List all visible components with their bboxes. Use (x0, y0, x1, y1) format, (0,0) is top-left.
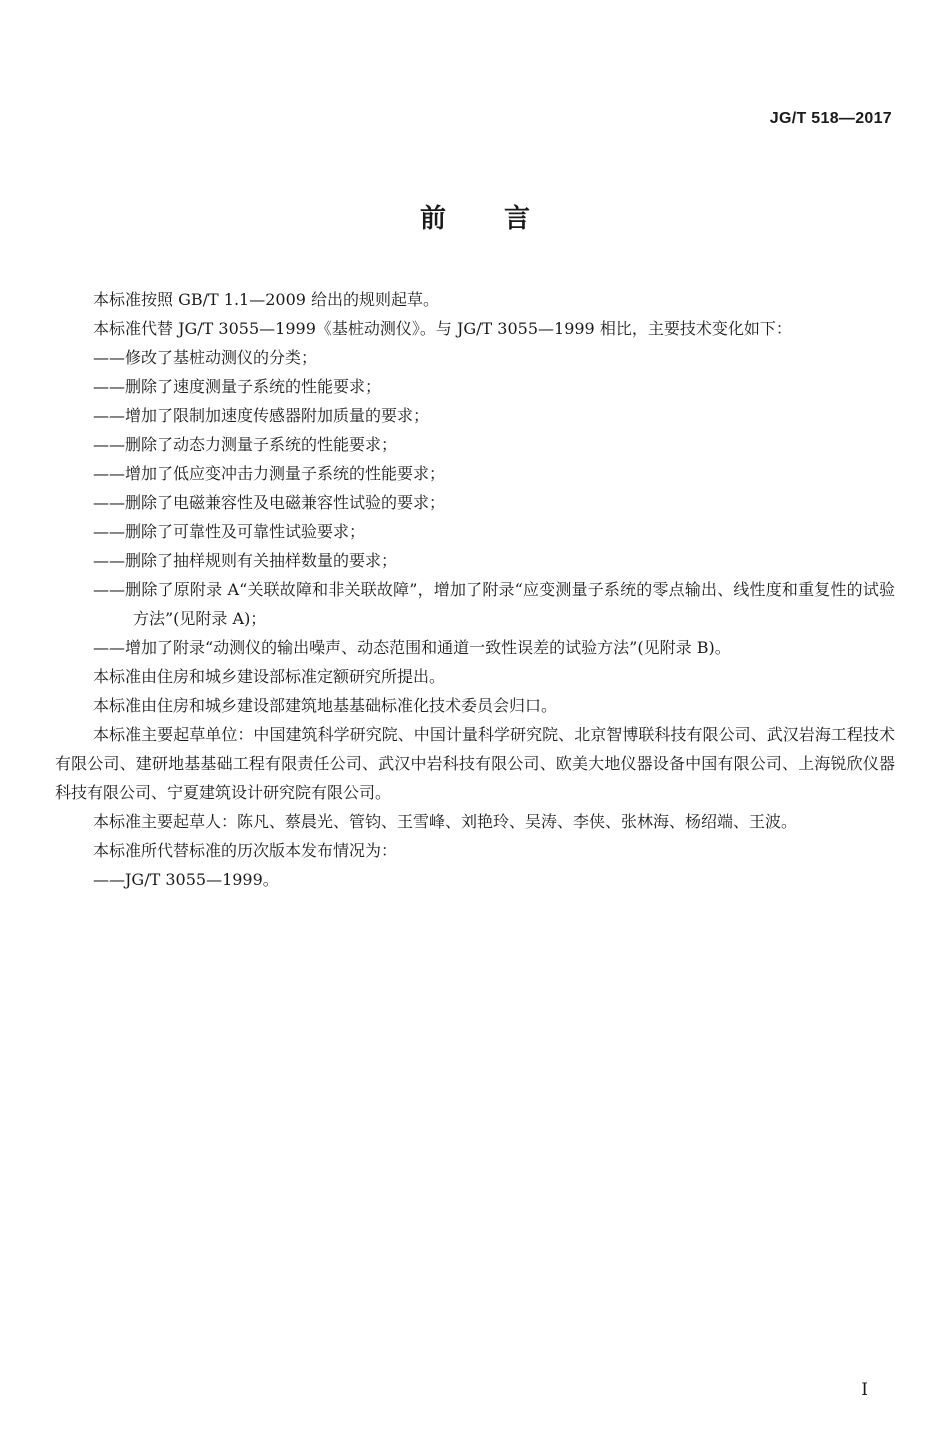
list-item: ——增加了附录“动测仪的输出噪声、动态范围和通道一致性误差的试验方法”(见附录 B)。 (93, 638, 731, 657)
list-item: ——删除了抽样规则有关抽样数量的要求； (93, 551, 398, 570)
page-title: 前言 (419, 204, 588, 234)
list-item: ——删除了动态力测量子系统的性能要求； (93, 435, 398, 454)
paragraph-committee: 本标准由住房和城乡建设部建筑地基基础标准化技术委员会归口。 (93, 696, 558, 715)
list-item: ——修改了基桩动测仪的分类； (93, 348, 318, 367)
list-item: ——删除了电磁兼容性及电磁兼容性试验的要求； (93, 493, 446, 512)
list-item: ——删除了原附录 A“关联故障和非关联故障”，增加了附录“应变测量子系统的零点输出、线性度和重复性的试验方法”(见附录 A)； (93, 580, 895, 628)
standard-code: JG/T 518—2017 (769, 110, 892, 127)
paragraph-replacement: 本标准代替 JG/T 3055—1999《基桩动测仪》。与 JG/T 3055—1999 相比，主要技术变化如下： (93, 319, 792, 338)
paragraph-drafting-rules: 本标准按照 GB/T 1.1—2009 给出的规则起草。 (93, 290, 440, 309)
list-item: ——JG/T 3055—1999。 (93, 870, 279, 889)
paragraph-drafters: 本标准主要起草人：陈凡、蔡晨光、管钧、王雪峰、刘艳玲、吴涛、李侠、张林海、杨绍端、王波。 (93, 812, 798, 831)
paragraph-drafting-units: 本标准主要起草单位：中国建筑科学研究院、中国计量科学研究院、北京智博联科技有限公司、武汉岩海工程技术有限公司、建研地基基础工程有限责任公司、武汉中岩科技有限公司、欧美大地仪器设备中国有限公司、上海锐欣仪器科技有限公司、宁夏建筑设计研究院有限公司。 (55, 725, 895, 802)
page-number: I (861, 1380, 868, 1400)
list-item: ——增加了限制加速度传感器附加质量的要求； (93, 406, 430, 425)
list-item: ——删除了速度测量子系统的性能要求； (93, 377, 382, 396)
paragraph-proposer: 本标准由住房和城乡建设部标准定额研究所提出。 (93, 667, 446, 686)
list-item: ——删除了可靠性及可靠性试验要求； (93, 522, 366, 541)
foreword-body (55, 285, 895, 894)
paragraph-history: 本标准所代替标准的历次版本发布情况为： (93, 841, 398, 860)
list-item: ——增加了低应变冲击力测量子系统的性能要求； (93, 464, 446, 483)
